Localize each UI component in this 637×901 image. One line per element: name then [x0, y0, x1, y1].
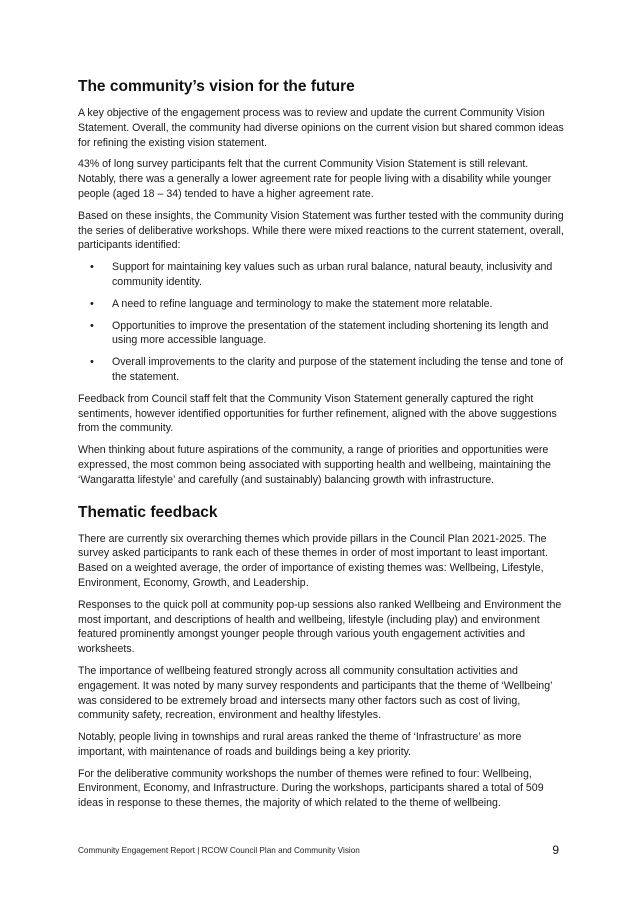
page-footer: [78, 843, 559, 857]
paragraph: The importance of wellbeing featured strongly across all community consultation activities and engagement. It was noted by many survey respondents and participants that the theme of ‘Wellbeing’ was considered to be extremely broad and intersects many other factors such as cost of living, community safety, recreation, environment and healthy lifestyles.: [78, 664, 553, 722]
paragraph: There are currently six overarching themes which provide pillars in the Council Plan 2021-2025. The survey asked participants to rank each of these themes in order of most important to least important. Based on a weighted average, the order of importance of existing themes was: Wellbeing, Lifestyle, Environment, Economy, Growth, and Leadership.: [78, 532, 548, 589]
list-item-text: Opportunities to improve the presentation of the statement including shortening its length and using more accessible language.: [112, 319, 549, 347]
list-item: [78, 260, 564, 290]
paragraph: Feedback from Council staff felt that the Community Vison Statement generally captured the right sentiments, however identified opportunities for further refinement, aligned with the above suggestions from the community.: [78, 392, 557, 435]
paragraph: Based on these insights, the Community Vision Statement was further tested with the community during the series of deliberative workshops. While there were mixed reactions to the current statement, overall, participants identified:: [78, 209, 564, 252]
paragraph: Responses to the quick poll at community pop-up sessions also ranked Wellbeing and Environment the most important, and descriptions of health and wellbeing, lifestyle (including play) and environment featured prominently amongst younger people through various youth engagement activities and worksheets.: [78, 598, 562, 656]
bullet-icon: •: [90, 319, 94, 332]
paragraph: Notably, people living in townships and rural areas ranked the theme of ‘Infrastructure’ as more important, with maintenance of roads and buildings being a key priority.: [78, 731, 522, 758]
footer-text: Community Engagement Report | RCOW Council Plan and Community Vision: [78, 845, 360, 855]
list-item: [78, 297, 564, 312]
paragraph: For the deliberative community workshops the number of themes were refined to four: Wellbeing, Environment, Economy, and Infrastructure. During the workshops, participants shared a total of 509 ideas in response to these themes, the majority of which related to the theme of wellbeing.: [78, 767, 544, 810]
list-item: [78, 355, 564, 385]
bullet-list: [78, 260, 564, 385]
paragraph: 43% of long survey participants felt that the current Community Vision Statement is still relevant. Notably, there was a generally a lower agreement rate for people living with a disability while younger people (aged 18 – 34) tended to have a higher agreement rate.: [78, 158, 552, 200]
paragraph: A key objective of the engagement process was to review and update the current Community Vision Statement. Overall, the community had diverse opinions on the current vision but shared common ideas for refining the existing vision statement.: [78, 107, 564, 149]
bullet-icon: •: [90, 297, 94, 310]
page-number: 9: [552, 843, 559, 857]
bullet-icon: •: [90, 261, 94, 274]
list-item-text: Overall improvements to the clarity and purpose of the statement including the tense and tone of the statement.: [112, 356, 564, 383]
section-heading-vision: The community’s vision for the future: [78, 78, 355, 95]
list-item-text: A need to refine language and terminology to make the statement more relatable.: [112, 297, 493, 310]
page-content: [78, 76, 564, 818]
list-item: [78, 319, 564, 349]
section-heading-thematic: Thematic feedback: [78, 503, 218, 521]
paragraph: When thinking about future aspirations of the community, a range of priorities and opportunities were expressed, the most common being associated with supporting health and wellbeing, maintaining the ‘Wangaratta lifestyle’ and carefully (and sustainably) balancing growth with infrastructure.: [78, 444, 551, 486]
list-item-text: Support for maintaining key values such as urban rural balance, natural beauty, inclusivity and community identity.: [112, 261, 553, 288]
bullet-icon: •: [90, 356, 94, 369]
